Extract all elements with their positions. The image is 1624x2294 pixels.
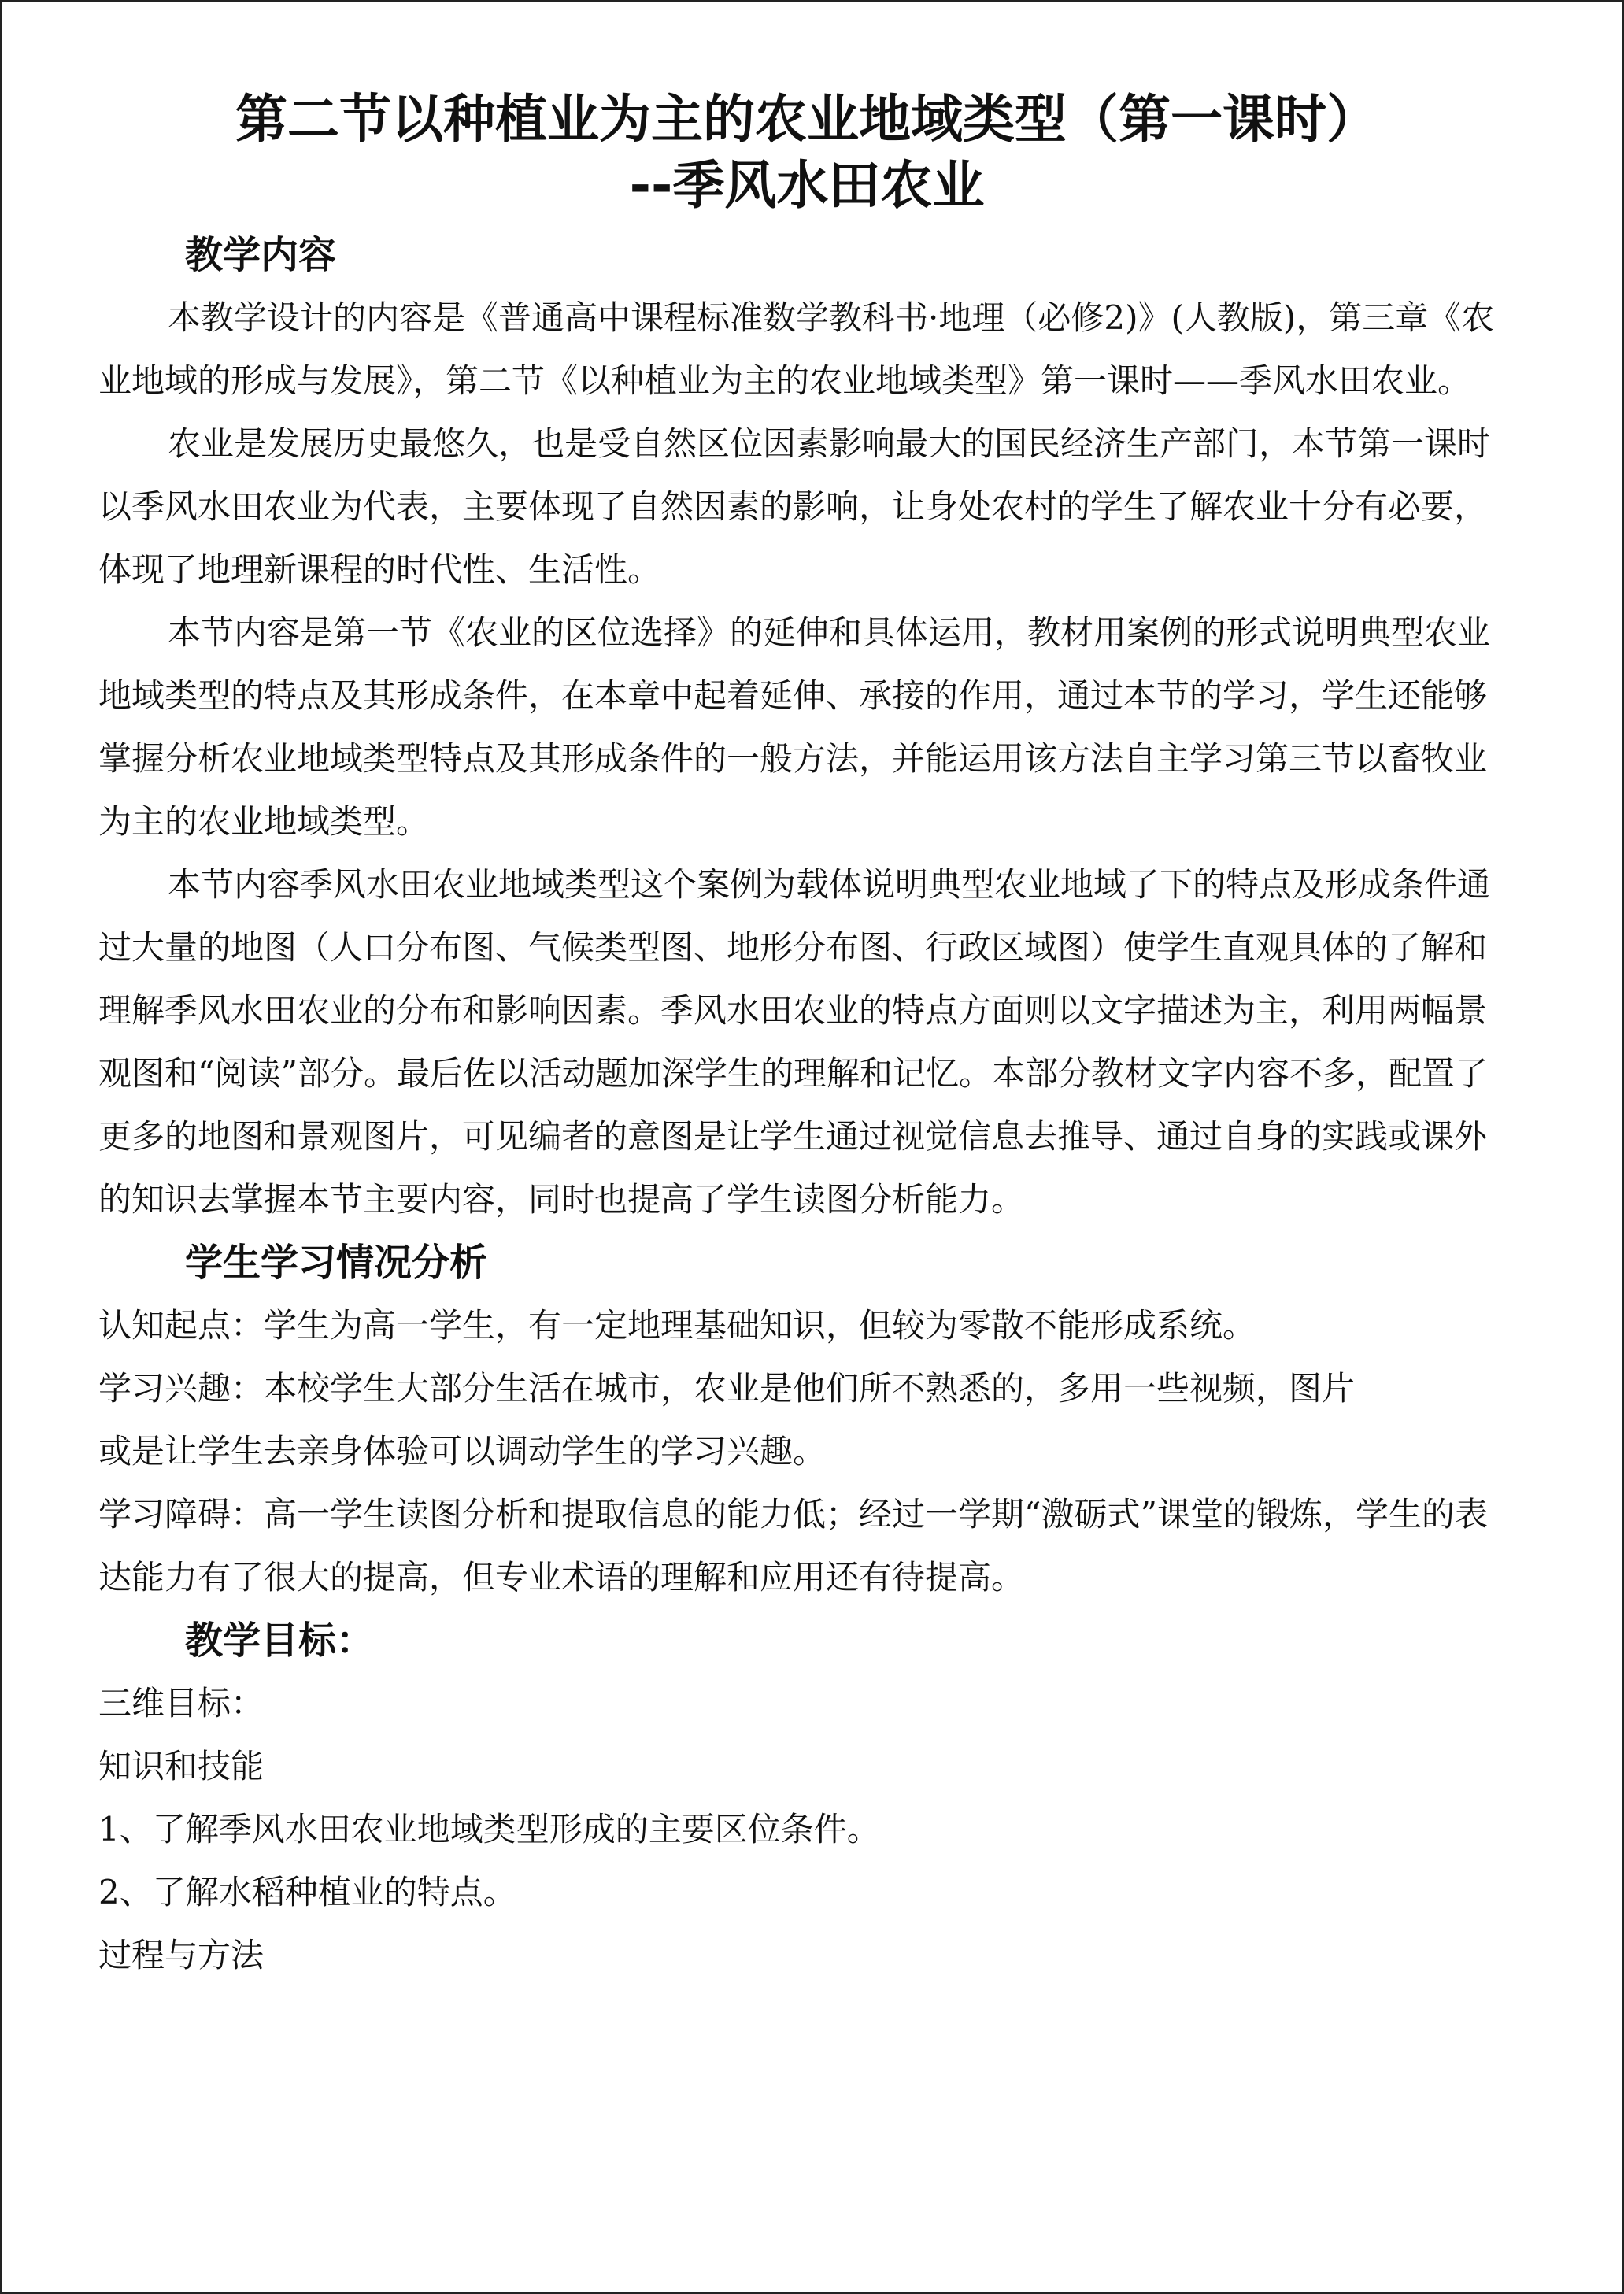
goals-process-method: 过程与方法 <box>98 1936 265 1974</box>
content-paragraph-4: 本节内容季风水田农业地域类型这个案例为载体说明典型农业地域了下的特点及形成条件通过大量的地图（人口分布图、气候类型图、地形分布图、行政区域图）使学生直观具体的了解和理解季风水田农业的分布和影响因素。季风水田农业的特点方面则以文字描述为主，利用两幅景观图和“阅读”部分。最后佐以活动题加深学生的理解和记忆。本部分教材文字内容不多，配置了更多的地图和景观图片，可见编者的意图是让学生通过视觉信息去推导、通过自身的实践或课外的知识去掌握本节主要内容，同时也提高了学生读图分析能力。 <box>98 865 1491 1219</box>
analysis-start-point: 认知起点：学生为高一学生，有一定地理基础知识，但较为零散不能形成系统。 <box>98 1306 1256 1345</box>
goals-item-1: 1、了解季风水田农业地域类型形成的主要区位条件。 <box>98 1810 880 1848</box>
content-paragraph-3: 本节内容是第一节《农业的区位选择》的延伸和具体运用，教材用案例的形式说明典型农业地域类型的特点及其形成条件，在本章中起着延伸、承接的作用，通过本节的学习，学生还能够掌握分析农业地域类型特点及其形成条件的一般方法，并能运用该方法自主学习第三节以畜牧业为主的农业地域类型。 <box>98 613 1491 841</box>
content-paragraph-2: 农业是发展历史最悠久，也是受自然区位因素影响最大的国民经济生产部门，本节第一课时以季风水田农业为代表，主要体现了自然因素的影响，让身处农村的学生了解农业十分有必要，体现了地理新课程的时代性、生活性。 <box>98 424 1491 589</box>
analysis-obstacle: 学习障碍：高一学生读图分析和提取信息的能力低；经过一学期“激砺式”课堂的锻炼，学生的表达能力有了很大的提高，但专业术语的理解和应用还有待提高。 <box>98 1495 1488 1597</box>
goals-three-dimension: 三维目标： <box>98 1684 265 1722</box>
document-subtitle: --季风水田农业 <box>629 155 985 216</box>
analysis-interest: 学习兴趣：本校学生大部分生活在城市，农业是他们所不熟悉的，多用一些视频，图片 <box>98 1369 1356 1408</box>
section-heading-analysis: 学生学习情况分析 <box>185 1241 488 1285</box>
goals-item-2: 2、了解水稻种植业的特点。 <box>98 1873 516 1911</box>
section-heading-goals: 教学目标： <box>185 1619 375 1663</box>
goals-knowledge-skills: 知识和技能 <box>98 1747 265 1785</box>
content-paragraph-1: 本教学设计的内容是《普通高中课程标准数学教科书·地理（必修2)》(人教版)，第三章《农业地域的形成与发展》，第二节《以种植业为主的农业地域类型》第一课时——季风水田农业。 <box>98 298 1495 400</box>
document-title: 第二节以种植业为主的农业地域类型（第一课时） <box>235 89 1378 150</box>
section-heading-content: 教学内容 <box>185 233 337 277</box>
document-body <box>98 87 1515 1987</box>
analysis-interest-continued: 或是让学生去亲身体验可以调动学生的学习兴趣。 <box>98 1432 827 1471</box>
